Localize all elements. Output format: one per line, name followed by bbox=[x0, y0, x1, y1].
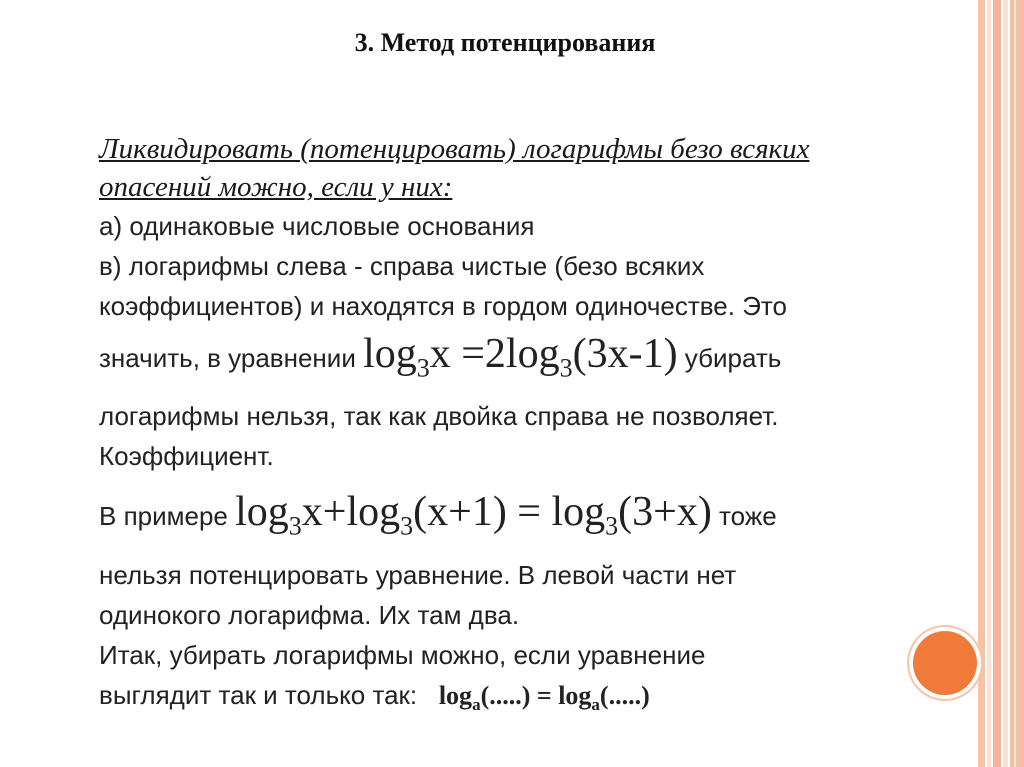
equation-2 bbox=[235, 489, 712, 541]
intro-line-2: опасений можно, если у них: bbox=[99, 171, 453, 203]
equation-1 bbox=[363, 331, 678, 383]
intro-line-1: Ликвидировать (потенцировать) логарифмы безо всяких bbox=[99, 133, 810, 165]
decor-stripe bbox=[1014, 0, 1016, 767]
eq2-base-b: 3 bbox=[400, 511, 414, 541]
slide-title: 3. Метод потенцирования bbox=[354, 28, 656, 57]
eq1-after: убирать bbox=[677, 343, 782, 373]
decor-stripe bbox=[1010, 0, 1024, 767]
decor-stripe bbox=[1003, 0, 1008, 767]
final-formula bbox=[438, 680, 650, 714]
eq2-mid-2: (x+1) = log bbox=[413, 489, 606, 536]
eq1-mid: x =2log bbox=[429, 331, 560, 377]
paragraph-1-line-2: логарифмы нельзя, так как двойка справа не позволяет. bbox=[99, 401, 779, 432]
eq2-end: (3+x) bbox=[618, 489, 712, 536]
paragraph-1-line-3: Коэффициент. bbox=[99, 441, 274, 472]
final-base-a: a bbox=[472, 694, 481, 714]
equation-line-1 bbox=[99, 326, 979, 396]
decor-stripe bbox=[978, 0, 985, 767]
eq1-end: (3x-1) bbox=[572, 331, 678, 377]
eq2-base-c: 3 bbox=[605, 511, 619, 541]
eq1-before: значить, в уравнении bbox=[99, 343, 364, 373]
p3-line-2-text: выглядит так и только так: bbox=[99, 679, 439, 710]
eq2-mid-1: x+log bbox=[301, 489, 401, 536]
paragraph-2-line-3: одинокого логарифма. Их там два. bbox=[99, 599, 520, 630]
decor-stripe bbox=[987, 0, 991, 767]
slide-content bbox=[99, 130, 979, 725]
paragraph-3-line-2 bbox=[99, 675, 979, 725]
eq1-base-b: 3 bbox=[559, 353, 573, 383]
decor-stripe bbox=[993, 0, 1001, 767]
eq1-log: log bbox=[363, 331, 417, 377]
item-b-line-2: коэффициентов) и находятся в гордом одиночестве. Это bbox=[99, 291, 787, 321]
intro-text bbox=[99, 130, 979, 206]
equation-line-2 bbox=[99, 484, 979, 554]
eq2-base-a: 3 bbox=[288, 511, 302, 541]
eq2-log: log bbox=[235, 489, 289, 536]
eq2-before: В примере bbox=[99, 501, 236, 532]
paragraph-2-line-2: нельзя потенцировать уравнение. В левой части нет bbox=[99, 559, 737, 590]
eq2-after: тоже bbox=[711, 501, 777, 532]
eq1-base-a: 3 bbox=[416, 353, 430, 383]
paragraph-3-line-1: Итак, убирать логарифмы можно, если уравнение bbox=[99, 639, 706, 670]
final-log-a: log bbox=[438, 680, 473, 710]
final-mid: (.....) = log bbox=[480, 680, 592, 710]
item-a: а) одинаковые числовые основания bbox=[99, 211, 535, 241]
item-b-line-1: в) логарифмы слева - справа чистые (безо всяких bbox=[99, 251, 705, 281]
final-base-b: a bbox=[591, 694, 600, 714]
final-end: (.....) bbox=[599, 680, 650, 710]
